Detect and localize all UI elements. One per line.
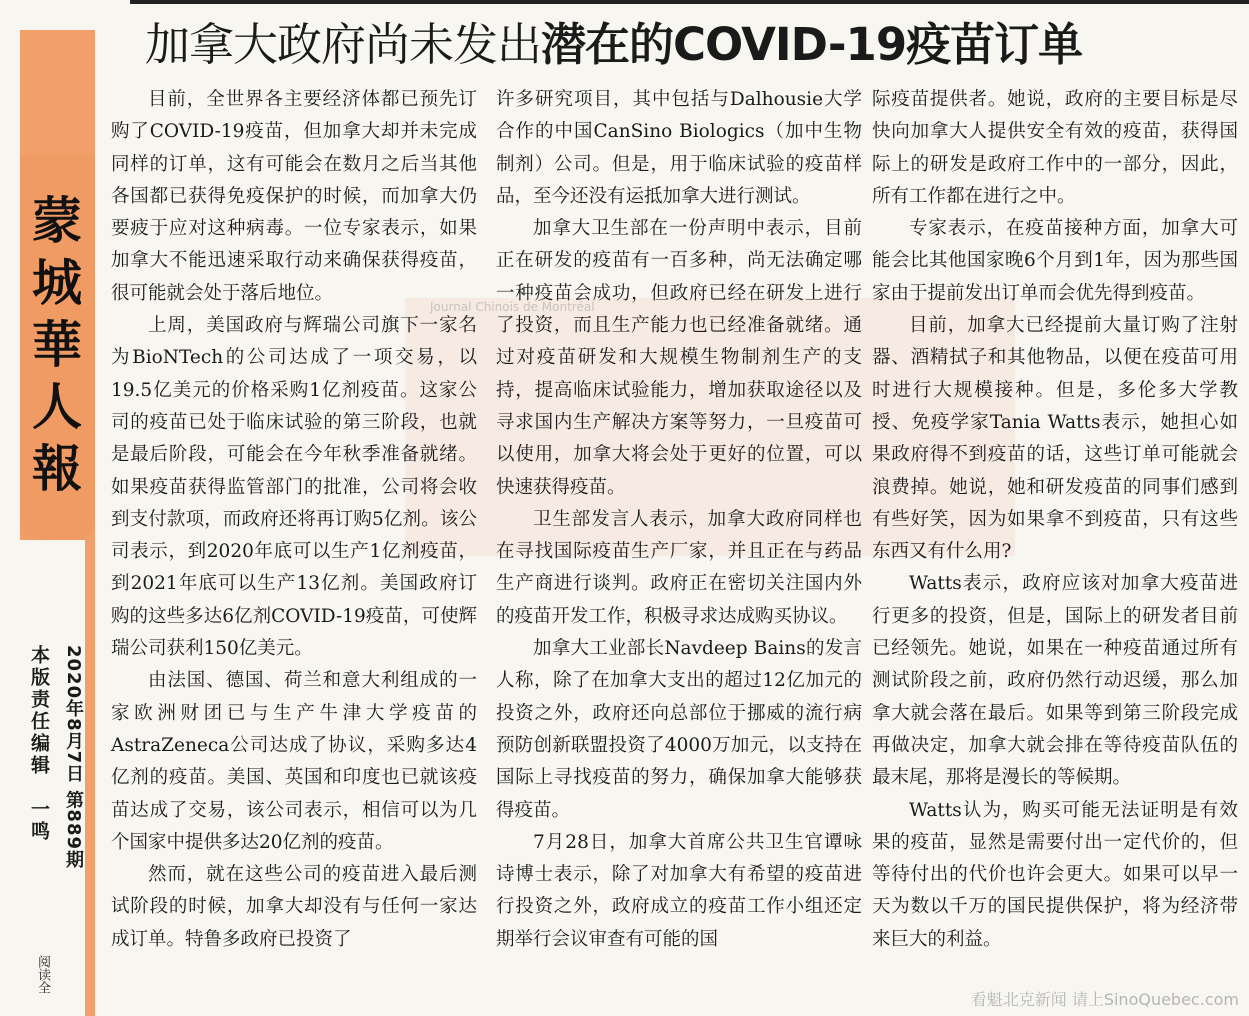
paragraph: 加拿大工业部长Navdeep Bains的发言人称，除了在加拿大支出的超过12亿加元的投资之外，政府还向总部位于挪威的流行病预防创新联盟投资了4000万加元，以支持在国际上寻找疫苗的努力，确保加拿大能够获得疫苗。 <box>496 638 862 821</box>
article-column-3 <box>872 84 1238 956</box>
paragraph-continued: 际疫苗提供者。她说，政府的主要目标是尽快向加拿大人提供安全有效的疫苗，获得国际上的研发是政府工作中的一部分，因此，所有工作都在进行之中。 <box>872 89 1238 207</box>
paragraph: 由法国、德国、荷兰和意大利组成的一家欧洲财团已与生产牛津大学疫苗的AstraZeneca公司达成了协议，采购多达4亿剂的疫苗。美国、英国和印度也已就该疫苗达成了交易，该公司表示，相信可以为几个国家中提供多达20亿剂的疫苗。 <box>111 670 477 853</box>
sidebar-orange-edge <box>85 540 95 1016</box>
article-headline <box>145 10 1235 80</box>
watermark-overlay-text: Journal Chinois de Montréal <box>430 300 595 314</box>
read-more-label: 阅读全 <box>35 955 50 994</box>
footer-watermark: 看魁北克新闻 请上SinoQuebec.com <box>970 990 1239 1009</box>
paragraph: 7月28日，加拿大首席公共卫生官谭咏诗博士表示，除了对加拿大有希望的疫苗进行投资之外，政府成立的疫苗工作小组还定期举行会议审查有可能的国 <box>496 831 862 950</box>
page-editor-credit: 本版责任编辑 一鸣 <box>28 645 50 843</box>
headline-part-1: 加拿大政府尚未发出 <box>145 18 542 71</box>
paragraph: 目前，全世界各主要经济体都已预先订购了COVID-19疫苗，但加拿大却并未完成同样的订单，这有可能会在数月之后当其他各国都已获得免疫保护的时候，而加拿大仍要疲于应对这种病毒。一位专家表示，如果加拿大不能迅速采取行动来确保获得疫苗，很可能就会处于落后地位。 <box>111 89 477 304</box>
masthead-title: 蒙城華人報 <box>32 191 82 498</box>
headline-part-2: 潜在的COVID-19疫苗订单 <box>541 18 1083 71</box>
paragraph: 卫生部发言人表示，加拿大政府同样也在寻找国际疫苗生产厂家，并且正在与药品生产商进行谈判。政府正在密切关注国内外的疫苗开发工作，积极寻求达成购买协议。 <box>496 508 862 627</box>
article-column-2 <box>496 84 862 956</box>
paragraph: 加拿大卫生部在一份声明中表示，目前正在研发的疫苗有一百多种，尚无法确定哪一种疫苗会成功，但政府已经在研发上进行了投资，而且生产能力也已经准备就绪。通过对疫苗研发和大规模生物制剂生产的支持，提高临床试验能力，增加获取途径以及寻求国内生产解决方案等努力，一旦疫苗可以使用，加拿大将会处于更好的位置，可以快速获得疫苗。 <box>496 218 862 498</box>
top-rule <box>130 0 1249 4</box>
paragraph: Watts表示，政府应该对加拿大疫苗进行更多的投资，但是，国际上的研发者目前已经领先。她说，如果在一种疫苗通过所有测试阶段之前，政府仍然行动迟缓，那么加拿大就会落在最后。如果等到第三阶段完成再做决定，加拿大就会排在等待疫苗队伍的最末尾，那将是漫长的等候期。 <box>872 573 1238 789</box>
paragraph: 专家表示，在疫苗接种方面，加拿大可能会比其他国家晚6个月到1年，因为那些国家由于提前发出订单而会优先得到疫苗。 <box>872 218 1238 304</box>
article-column-1 <box>111 84 477 956</box>
issue-date: 2020年8月7日 第889期 <box>63 645 84 869</box>
paragraph: Watts认为，购买可能无法证明是有效果的疫苗，显然是需要付出一定代价的，但等待付出的代价也许会更大。如果可以早一天为数以千万的国民提供保护，将为经济带来巨大的利益。 <box>872 799 1238 950</box>
paragraph: 然而，就在这些公司的疫苗进入最后测试阶段的时候，加拿大却没有与任何一家达成订单。特鲁多政府已投资了 <box>111 864 477 950</box>
paragraph: 目前，加拿大已经提前大量订购了注射器、酒精拭子和其他物品，以便在疫苗可用时进行大规模接种。但是，多伦多大学教授、免疫学家Tania Watts表示，她担心如果政府得不到疫苗的话，这些订单可能就会浪费掉。她说，她和研发疫苗的同事们感到有些好笑，因为如果拿不到疫苗，只有这些东西又有什么用? <box>872 315 1238 563</box>
paragraph-continued: 许多研究项目，其中包括与Dalhousie大学合作的中国CanSino Biologics（加中生物制剂）公司。但是，用于临床试验的疫苗样品，至今还没有运抵加拿大进行测试。 <box>496 89 862 207</box>
paragraph: 上周，美国政府与辉瑞公司旗下一家名为BioNTech的公司达成了一项交易，以19.5亿美元的价格采购1亿剂疫苗。这家公司的疫苗已处于临床试验的第三阶段，也就是最后阶段，可能会在今年秋季准备就绪。如果疫苗获得监管部门的批准，公司将会收到支付款项，而政府还将再订购5亿剂。该公司表示，到2020年底可以生产1亿剂疫苗，到2021年底可以生产13亿剂。美国政府订购的这些多达6亿剂COVID-19疫苗，可使辉瑞公司获利150亿美元。 <box>111 315 477 660</box>
